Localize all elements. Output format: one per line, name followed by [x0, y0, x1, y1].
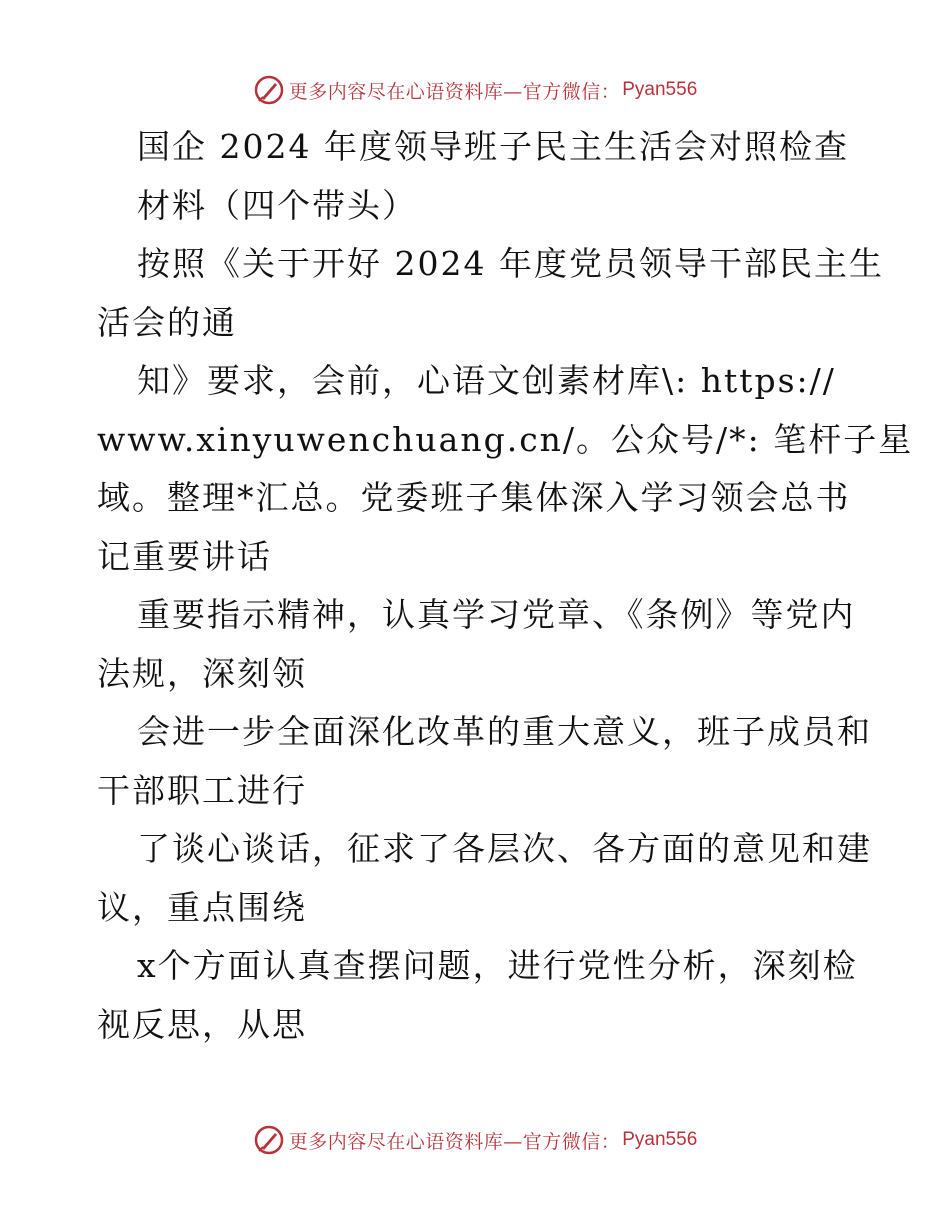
text-line: 议，重点围绕 [97, 887, 307, 927]
wechat-id: Pyan556 [622, 79, 698, 100]
text-line: 记重要讲话 [97, 536, 272, 576]
text-line: 视反思，从思 [97, 1004, 307, 1044]
watermark-text: 更多内容尽在心语资料库—官方微信： [288, 1130, 621, 1153]
text-line: www.xinyuwenchuang.cn/。公众号/*: 笔杆子星 [97, 419, 914, 459]
text-line: 法规，深刻领 [97, 653, 307, 693]
header-watermark [0, 68, 950, 112]
text-line: 重要指示精神，认真学习党章、《条例》等党内 [137, 595, 856, 634]
text-line: x个方面认真查摆问题，进行党性分析，深刻检 [137, 946, 858, 985]
text-line: 知》要求，会前，心语文创素材库\: https:// [137, 361, 836, 400]
quill-logo-icon [253, 1124, 285, 1156]
quill-logo-icon [253, 74, 285, 106]
text-line: 按照《关于开好 2024 年度党员领导干部民主生 [137, 244, 884, 283]
text-line: 国企 2024 年度领导班子民主生活会对照检查 [137, 127, 849, 166]
text-line: 材料（四个带头） [137, 185, 417, 225]
text-line: 域。整理*汇总。党委班子集体深入学习领会总书 [97, 478, 851, 517]
text-line: 会进一步全面深化改革的重大意义，班子成员和 [137, 712, 872, 751]
text-line: 干部职工进行 [97, 770, 307, 810]
document-body [97, 118, 914, 1054]
wechat-id: Pyan556 [622, 1129, 698, 1150]
text-line: 活会的通 [97, 302, 237, 342]
footer-watermark [0, 1118, 950, 1162]
watermark-text: 更多内容尽在心语资料库—官方微信： [288, 80, 621, 103]
text-line: 了谈心谈话，征求了各层次、各方面的意见和建 [137, 829, 872, 868]
